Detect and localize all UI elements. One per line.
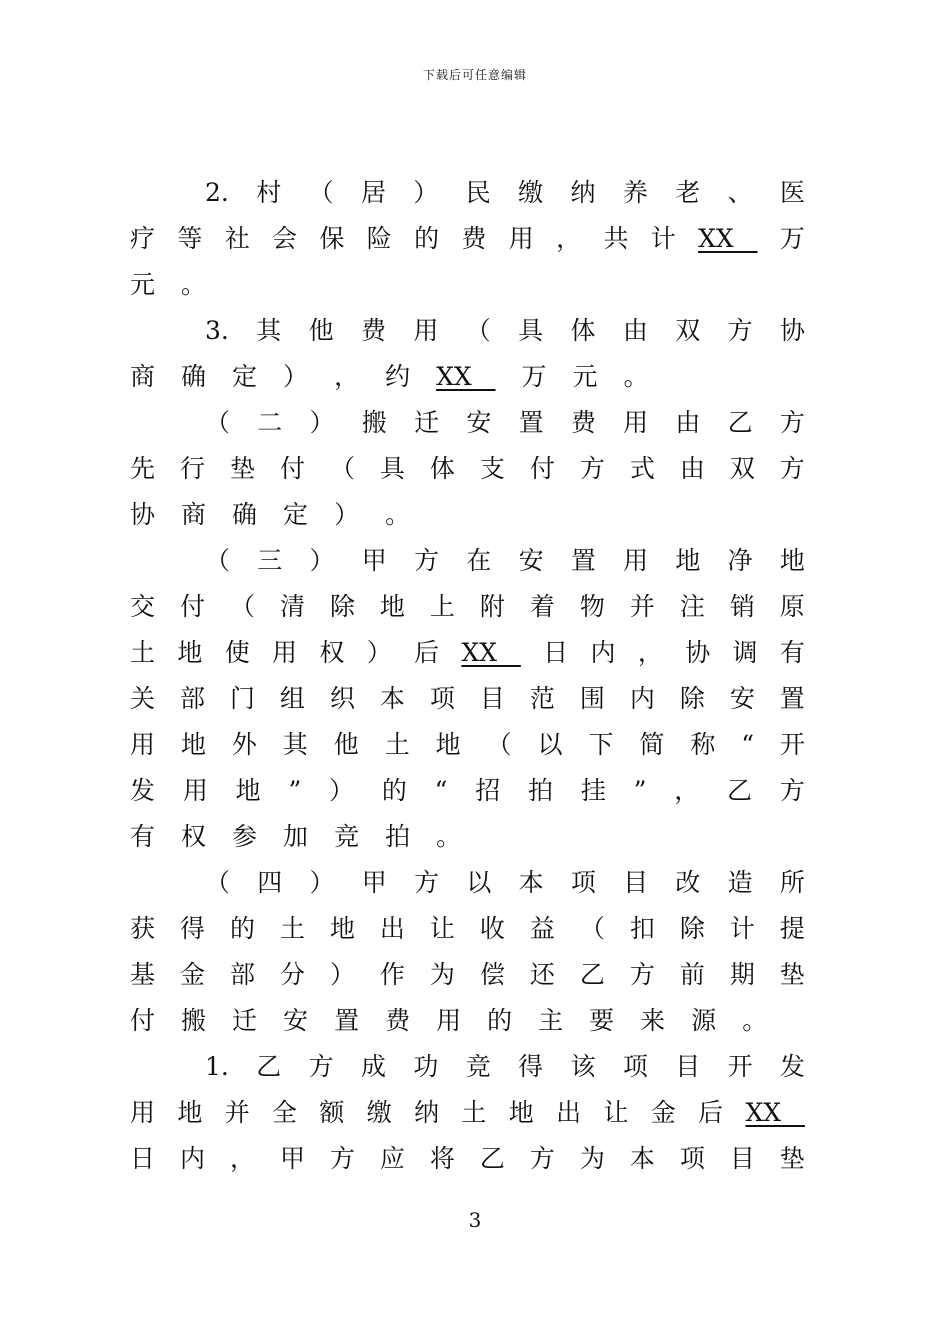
text-glyph: 3. [205, 316, 229, 345]
text-glyph: 部 [229, 960, 255, 989]
text-line [130, 454, 805, 484]
text-glyph: 老 [675, 178, 701, 207]
text-glyph: 具 [379, 454, 405, 483]
text-glyph: ， [556, 224, 582, 253]
text-glyph: 改 [675, 868, 701, 897]
text-glyph: 简 [639, 730, 665, 759]
text-glyph: 垫 [779, 960, 805, 989]
text-glyph: 所 [779, 868, 805, 897]
text-glyph: 发 [130, 776, 156, 805]
text-glyph: 地 [508, 1098, 534, 1127]
text-line [205, 546, 805, 576]
text-glyph: 疗 [130, 224, 156, 253]
text-glyph: 金 [179, 960, 205, 989]
text-glyph: 加 [283, 822, 309, 851]
text-glyph: “ [741, 730, 755, 759]
text-line [130, 638, 805, 668]
text-glyph: 体 [429, 454, 455, 483]
text-glyph: 具 [518, 316, 544, 345]
text-glyph: （ [205, 868, 231, 897]
text-glyph: ” [633, 776, 647, 805]
text-glyph: 行 [179, 454, 205, 483]
text-line [130, 224, 805, 254]
text-glyph: 地 [180, 730, 206, 759]
text-glyph: 商 [181, 500, 207, 529]
text-glyph: 式 [629, 454, 655, 483]
text-glyph: 竞 [465, 1052, 491, 1081]
text-glyph: 支 [479, 454, 505, 483]
text-glyph: 额 [319, 1098, 345, 1127]
text-glyph: 开 [779, 730, 805, 759]
text-glyph: 、 [727, 178, 753, 207]
text-glyph: 后 [698, 1098, 724, 1127]
text-glyph: 方 [727, 316, 753, 345]
text-glyph: 用 [436, 1006, 462, 1035]
text-glyph: 约 [385, 362, 411, 391]
fill-in-blank: XX [461, 638, 521, 667]
text-glyph: 在 [466, 546, 492, 575]
text-glyph: 组 [279, 684, 305, 713]
text-glyph: （ [579, 914, 605, 943]
text-glyph: 确 [181, 362, 207, 391]
text-glyph: 的 [381, 776, 407, 805]
text-glyph: 万 [521, 362, 547, 391]
text-glyph: 物 [579, 592, 605, 621]
text-glyph: 目 [675, 1052, 701, 1081]
text-glyph: 基 [130, 960, 156, 989]
text-glyph: 为 [429, 960, 455, 989]
text-glyph: 目 [479, 684, 505, 713]
text-glyph: 还 [529, 960, 555, 989]
text-glyph: 方 [414, 868, 440, 897]
text-glyph: 安 [466, 408, 492, 437]
text-glyph: 造 [727, 868, 753, 897]
text-glyph: 内 [629, 684, 655, 713]
text-glyph: 。 [623, 362, 649, 391]
text-glyph: 甲 [361, 546, 387, 575]
text-glyph: 居 [360, 178, 386, 207]
text-glyph: 用 [508, 224, 534, 253]
text-glyph: 四 [257, 868, 283, 897]
text-line [205, 178, 805, 208]
text-glyph: 作 [379, 960, 405, 989]
text-glyph: 万 [779, 224, 805, 253]
text-glyph: 下 [588, 730, 614, 759]
text-glyph: 1. [205, 1052, 229, 1081]
text-glyph: （ [205, 546, 231, 575]
text-glyph: 源 [691, 1006, 717, 1035]
text-glyph: 乙 [727, 776, 753, 805]
text-glyph: 日 [130, 1144, 156, 1173]
text-glyph: 地 [329, 914, 355, 943]
text-glyph: 协 [685, 638, 711, 667]
text-glyph: 地 [379, 592, 405, 621]
text-line [130, 1144, 805, 1174]
text-glyph: 以 [466, 868, 492, 897]
text-glyph: 销 [729, 592, 755, 621]
text-glyph: 民 [465, 178, 491, 207]
text-glyph: 参 [232, 822, 258, 851]
text-glyph: 收 [479, 914, 505, 943]
text-glyph: 村 [256, 178, 282, 207]
text-glyph: 。 [181, 270, 207, 299]
text-glyph: 的 [229, 914, 255, 943]
text-glyph: 。 [385, 500, 411, 529]
text-glyph: 得 [179, 914, 205, 943]
text-glyph: 内 [179, 1144, 205, 1173]
text-glyph: 三 [257, 546, 283, 575]
text-glyph: （ [465, 316, 491, 345]
text-glyph: 全 [272, 1098, 298, 1127]
text-glyph: 二 [257, 408, 283, 437]
text-glyph: 体 [570, 316, 596, 345]
text-glyph: 。 [742, 1006, 768, 1035]
text-glyph: 日 [543, 638, 569, 667]
fill-in-blank: XX [745, 1098, 805, 1127]
text-glyph: 应 [379, 1144, 405, 1173]
text-glyph: 项 [679, 1144, 705, 1173]
text-glyph: 获 [130, 914, 156, 943]
text-glyph: 用 [272, 638, 298, 667]
text-glyph: 用 [623, 546, 649, 575]
text-line [130, 914, 805, 944]
text-glyph: ， [637, 638, 663, 667]
text-glyph: 费 [461, 224, 487, 253]
text-glyph: 外 [231, 730, 257, 759]
text-glyph: 计 [650, 224, 676, 253]
text-glyph: 双 [729, 454, 755, 483]
text-glyph: 其 [256, 316, 282, 345]
text-glyph: ） [309, 868, 335, 897]
text-glyph: 。 [436, 822, 462, 851]
text-glyph: ） [309, 546, 335, 575]
text-glyph: 方 [629, 960, 655, 989]
text-glyph: （ [205, 408, 231, 437]
text-glyph: 垫 [779, 1144, 805, 1173]
text-glyph: 用 [413, 316, 439, 345]
text-glyph: 门 [229, 684, 255, 713]
text-glyph: 功 [413, 1052, 439, 1081]
text-glyph: 期 [729, 960, 755, 989]
text-glyph: 双 [675, 316, 701, 345]
text-glyph: 缴 [366, 1098, 392, 1127]
text-glyph: 付 [130, 1006, 156, 1035]
text-glyph: 围 [579, 684, 605, 713]
text-glyph: 拍 [385, 822, 411, 851]
text-glyph: 等 [177, 224, 203, 253]
text-glyph: ） [329, 960, 355, 989]
text-glyph: 方 [779, 454, 805, 483]
text-glyph: 益 [529, 914, 555, 943]
text-glyph: 纳 [414, 1098, 440, 1127]
text-glyph: （ [486, 730, 512, 759]
text-glyph: 扣 [629, 914, 655, 943]
text-glyph: 有 [130, 822, 156, 851]
text-glyph: （ [229, 592, 255, 621]
text-line [130, 776, 805, 806]
text-glyph: 的 [487, 1006, 513, 1035]
text-glyph: 分 [279, 960, 305, 989]
text-glyph: 甲 [361, 868, 387, 897]
text-glyph: 内 [590, 638, 616, 667]
text-glyph: 原 [779, 592, 805, 621]
text-glyph: 附 [479, 592, 505, 621]
text-glyph: 竞 [334, 822, 360, 851]
text-glyph: 确 [232, 500, 258, 529]
text-glyph: 地 [779, 546, 805, 575]
text-glyph: 安 [729, 684, 755, 713]
text-glyph: ） [283, 362, 309, 391]
text-line [130, 500, 805, 530]
text-glyph: ） [366, 638, 392, 667]
text-glyph: 发 [779, 1052, 805, 1081]
text-line [130, 1006, 805, 1036]
text-glyph: 方 [779, 408, 805, 437]
text-glyph: 后 [414, 638, 440, 667]
text-glyph: 用 [130, 730, 156, 759]
text-glyph: 拍 [528, 776, 554, 805]
text-line [130, 684, 805, 714]
text-glyph: 置 [570, 546, 596, 575]
text-glyph: （ [329, 454, 355, 483]
text-glyph: 搬 [361, 408, 387, 437]
text-glyph: 来 [640, 1006, 666, 1035]
text-glyph: 织 [329, 684, 355, 713]
text-glyph: 使 [224, 638, 250, 667]
text-glyph: 土 [461, 1098, 487, 1127]
text-glyph: 定 [232, 362, 258, 391]
text-glyph: 让 [429, 914, 455, 943]
text-glyph: 有 [779, 638, 805, 667]
text-glyph: 关 [130, 684, 156, 713]
text-glyph: 项 [570, 868, 596, 897]
text-glyph: 协 [130, 500, 156, 529]
text-glyph: 目 [729, 1144, 755, 1173]
text-glyph: 险 [366, 224, 392, 253]
text-line [205, 316, 805, 346]
text-glyph: 安 [283, 1006, 309, 1035]
text-glyph: ） [329, 776, 355, 805]
text-glyph: ） [413, 178, 439, 207]
text-glyph: 地 [177, 1098, 203, 1127]
text-glyph: 招 [475, 776, 501, 805]
text-glyph: 费 [385, 1006, 411, 1035]
text-line [130, 730, 805, 760]
text-glyph: 金 [650, 1098, 676, 1127]
text-glyph: 项 [429, 684, 455, 713]
text-glyph: 范 [529, 684, 555, 713]
text-glyph: 计 [729, 914, 755, 943]
text-glyph: 偿 [479, 960, 505, 989]
text-glyph: 费 [570, 408, 596, 437]
text-glyph: 调 [732, 638, 758, 667]
text-glyph: 项 [622, 1052, 648, 1081]
text-glyph: 用 [130, 1098, 156, 1127]
text-glyph: 养 [622, 178, 648, 207]
text-glyph: ） [334, 500, 360, 529]
text-glyph: 方 [414, 546, 440, 575]
text-glyph: 置 [518, 408, 544, 437]
text-glyph: 得 [518, 1052, 544, 1081]
text-glyph: “ [434, 776, 448, 805]
text-glyph: 并 [224, 1098, 250, 1127]
text-line [205, 1052, 805, 1082]
text-line [130, 822, 805, 852]
text-glyph: 方 [579, 454, 605, 483]
text-glyph: 由 [675, 408, 701, 437]
text-glyph: 该 [570, 1052, 596, 1081]
text-glyph: 方 [529, 1144, 555, 1173]
text-glyph: 着 [529, 592, 555, 621]
text-glyph: 会 [272, 224, 298, 253]
text-glyph: 用 [623, 408, 649, 437]
text-glyph: （ [308, 178, 334, 207]
text-glyph: 的 [414, 224, 440, 253]
text-glyph: 迁 [232, 1006, 258, 1035]
text-glyph: 其 [282, 730, 308, 759]
text-glyph: 将 [429, 1144, 455, 1173]
text-glyph: 清 [279, 592, 305, 621]
text-glyph: 医 [779, 178, 805, 207]
text-glyph: 乙 [579, 960, 605, 989]
text-glyph: 挂 [580, 776, 606, 805]
text-glyph: 用 [182, 776, 208, 805]
text-glyph: 地 [235, 776, 261, 805]
text-glyph: 方 [329, 1144, 355, 1173]
text-glyph: 共 [603, 224, 629, 253]
text-glyph: 付 [529, 454, 555, 483]
text-glyph: ， [334, 362, 360, 391]
text-glyph: ） [309, 408, 335, 437]
text-line [205, 868, 805, 898]
text-glyph: 土 [384, 730, 410, 759]
text-glyph: 垫 [229, 454, 255, 483]
text-glyph: 他 [333, 730, 359, 759]
text-glyph: 除 [679, 914, 705, 943]
text-glyph: 提 [779, 914, 805, 943]
text-glyph: 他 [308, 316, 334, 345]
text-glyph: 置 [779, 684, 805, 713]
text-glyph: ， [229, 1144, 255, 1173]
page-header: 下载后可任意编辑 [422, 68, 527, 82]
text-glyph: 甲 [279, 1144, 305, 1173]
text-line [130, 1098, 805, 1128]
text-glyph: 保 [319, 224, 345, 253]
text-glyph: 并 [629, 592, 655, 621]
text-glyph: 除 [329, 592, 355, 621]
text-glyph: 乙 [727, 408, 753, 437]
text-glyph: 要 [589, 1006, 615, 1035]
text-glyph: 权 [181, 822, 207, 851]
page-number: 3 [468, 1208, 482, 1232]
text-glyph: 纳 [570, 178, 596, 207]
text-line [205, 408, 805, 438]
text-glyph: 缴 [518, 178, 544, 207]
text-glyph: 方 [308, 1052, 334, 1081]
text-glyph: 交 [130, 592, 156, 621]
text-glyph: 为 [579, 1144, 605, 1173]
text-glyph: 付 [179, 592, 205, 621]
text-line [130, 960, 805, 990]
text-glyph: 开 [727, 1052, 753, 1081]
text-glyph: 商 [130, 362, 156, 391]
text-glyph: 定 [283, 500, 309, 529]
text-glyph: 乙 [256, 1052, 282, 1081]
text-line [130, 270, 805, 300]
text-glyph: 以 [537, 730, 563, 759]
text-glyph: 乙 [479, 1144, 505, 1173]
text-glyph: 土 [279, 914, 305, 943]
text-line [130, 592, 805, 622]
text-glyph: 方 [779, 776, 805, 805]
text-glyph: 除 [679, 684, 705, 713]
text-glyph: 地 [177, 638, 203, 667]
text-glyph: 注 [679, 592, 705, 621]
text-glyph: 2. [205, 178, 229, 207]
text-glyph: 由 [679, 454, 705, 483]
text-glyph: 出 [556, 1098, 582, 1127]
text-glyph: 社 [224, 224, 250, 253]
fill-in-blank: XX [698, 224, 758, 253]
text-line [130, 362, 805, 392]
text-glyph: 地 [675, 546, 701, 575]
text-glyph: 元 [130, 270, 156, 299]
fill-in-blank: XX [436, 362, 496, 391]
text-glyph: 权 [319, 638, 345, 667]
text-glyph: 主 [538, 1006, 564, 1035]
text-glyph: 协 [779, 316, 805, 345]
text-glyph: 本 [629, 1144, 655, 1173]
text-glyph: 目 [623, 868, 649, 897]
text-glyph: 地 [435, 730, 461, 759]
text-glyph: 先 [130, 454, 156, 483]
text-glyph: 称 [690, 730, 716, 759]
text-glyph: 费 [360, 316, 386, 345]
text-glyph: 成 [360, 1052, 386, 1081]
text-glyph: ” [288, 776, 302, 805]
text-glyph: 净 [727, 546, 753, 575]
text-glyph: 部 [179, 684, 205, 713]
text-glyph: 付 [279, 454, 305, 483]
text-glyph: 出 [379, 914, 405, 943]
text-glyph: 搬 [181, 1006, 207, 1035]
text-glyph: 元 [572, 362, 598, 391]
text-glyph: 前 [679, 960, 705, 989]
text-glyph: 本 [518, 868, 544, 897]
text-glyph: 由 [622, 316, 648, 345]
text-glyph: 让 [603, 1098, 629, 1127]
text-glyph: 安 [518, 546, 544, 575]
text-glyph: 本 [379, 684, 405, 713]
text-glyph: 置 [334, 1006, 360, 1035]
text-glyph: 迁 [414, 408, 440, 437]
text-glyph: ， [674, 776, 700, 805]
text-glyph: 土 [130, 638, 156, 667]
text-glyph: 上 [429, 592, 455, 621]
